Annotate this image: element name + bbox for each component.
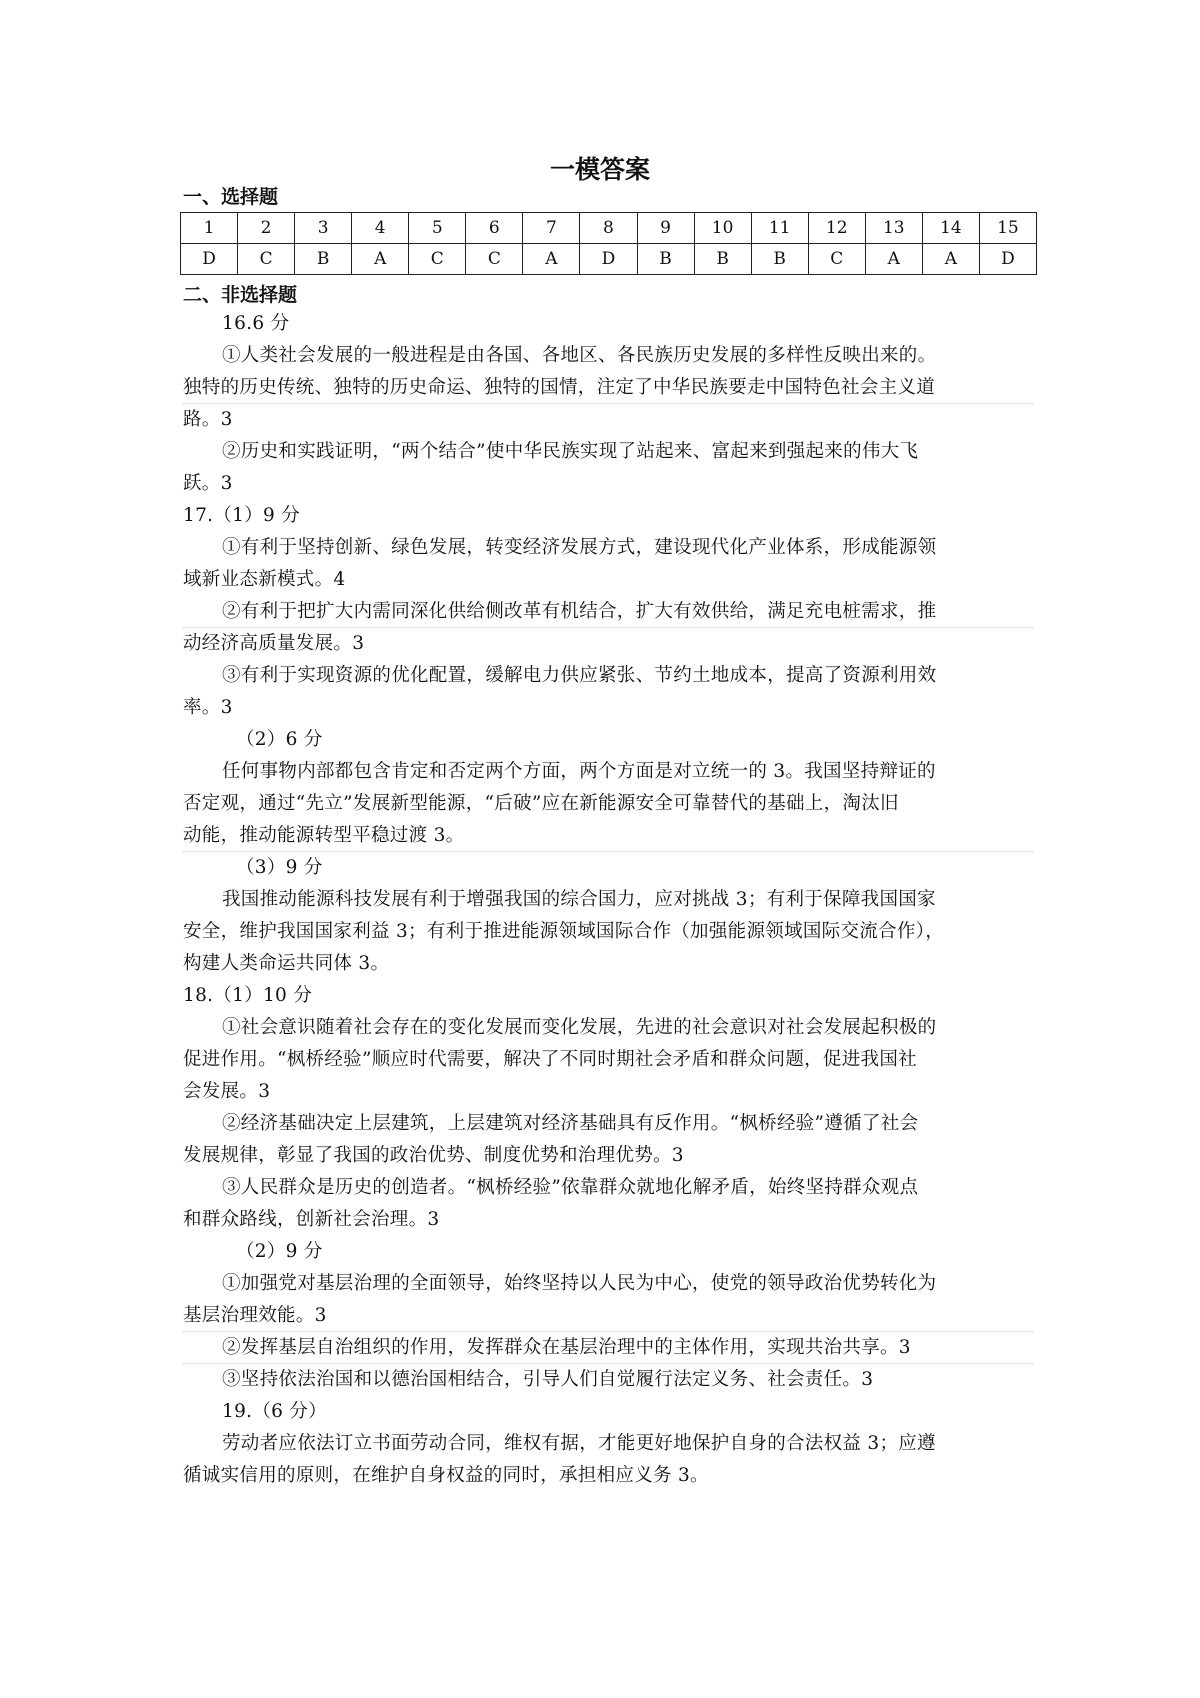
separator [183, 627, 1033, 628]
question-heading: 16.6 分 [222, 313, 290, 334]
separator [183, 403, 1033, 404]
table-row-answers [181, 244, 1037, 275]
answer-line: ①人类社会发展的一般进程是由各国、各地区、各民族历史发展的多样性反映出来的。 [222, 345, 937, 366]
table-cell: 3 [295, 213, 352, 244]
table-cell: D [181, 244, 238, 275]
table-cell: 12 [808, 213, 865, 244]
answer-line: ③人民群众是历史的创造者。“枫桥经验”依靠群众就地化解矛盾，始终坚持群众观点 [222, 1177, 919, 1198]
table-cell: 10 [694, 213, 751, 244]
table-cell: A [865, 244, 922, 275]
separator [183, 1331, 1033, 1332]
table-cell: 11 [751, 213, 808, 244]
table-cell: B [751, 244, 808, 275]
answer-line: 安全，维护我国国家利益 3；有利于推进能源领域国际合作（加强能源领域国际交流合作）， [183, 921, 945, 942]
answer-line: 域新业态新模式。4 [183, 569, 346, 590]
table-cell: D [580, 244, 637, 275]
separator [183, 851, 1033, 852]
answer-line: ①有利于坚持创新、绿色发展，转变经济发展方式，建设现代化产业体系，形成能源领 [222, 537, 937, 558]
table-row-numbers [181, 213, 1037, 244]
table-cell: 6 [466, 213, 523, 244]
question-heading: 18.（1）10 分 [183, 985, 313, 1006]
answer-line: ②经济基础决定上层建筑，上层建筑对经济基础具有反作用。“枫桥经验”遵循了社会 [222, 1113, 919, 1134]
answer-line: 路。3 [183, 409, 233, 430]
answer-line: ②历史和实践证明，“两个结合”使中华民族实现了站起来、富起来到强起来的伟大飞 [222, 441, 919, 462]
answer-line: 和群众路线，创新社会治理。3 [183, 1209, 440, 1230]
table-cell: D [979, 244, 1036, 275]
table-cell: A [523, 244, 580, 275]
answer-line: ①加强党对基层治理的全面领导，始终坚持以人民为中心，使党的领导政治优势转化为 [222, 1273, 937, 1294]
answer-line: 否定观，通过“先立”发展新型能源，“后破”应在新能源安全可靠替代的基础上，淘汰旧 [183, 793, 899, 814]
section-heading-nonchoice: 二、非选择题 [183, 284, 298, 306]
answer-line: 率。3 [183, 697, 233, 718]
answer-line: 独特的历史传统、独特的历史命运、独特的国情，注定了中华民族要走中国特色社会主义道 [183, 377, 936, 398]
table-cell: 7 [523, 213, 580, 244]
question-heading: （2）6 分 [236, 729, 323, 750]
table-cell: 15 [979, 213, 1036, 244]
table-cell: 8 [580, 213, 637, 244]
table-cell: 9 [637, 213, 694, 244]
table-cell: C [409, 244, 466, 275]
table-cell: A [922, 244, 979, 275]
answer-line: ③有利于实现资源的优化配置，缓解电力供应紧张、节约土地成本，提高了资源利用效 [222, 665, 937, 686]
table-cell: 2 [238, 213, 295, 244]
answer-line: ②有利于把扩大内需同深化供给侧改革有机结合，扩大有效供给，满足充电桩需求，推 [222, 601, 937, 622]
table-cell: 13 [865, 213, 922, 244]
question-heading: 17.（1）9 分 [183, 505, 301, 526]
separator [183, 1363, 1033, 1364]
answer-table [180, 212, 1037, 275]
answer-line: 循诚实信用的原则，在维护自身权益的同时，承担相应义务 3。 [183, 1465, 709, 1486]
answer-line: 动经济高质量发展。3 [183, 633, 365, 654]
table-cell: C [466, 244, 523, 275]
section-heading-choice: 一、选择题 [183, 186, 279, 208]
page-title: 一模答案 [549, 155, 650, 184]
table-cell: 5 [409, 213, 466, 244]
answer-line: ②发挥基层自治组织的作用，发挥群众在基层治理中的主体作用，实现共治共享。3 [222, 1337, 911, 1358]
answer-line: 我国推动能源科技发展有利于增强我国的综合国力，应对挑战 3；有利于保障我国国家 [222, 889, 936, 910]
answer-line: 基层治理效能。3 [183, 1305, 327, 1326]
question-heading: （2）9 分 [236, 1241, 323, 1262]
table-cell: 1 [181, 213, 238, 244]
table-cell: B [637, 244, 694, 275]
answer-line: ①社会意识随着社会存在的变化发展而变化发展，先进的社会意识对社会发展起积极的 [222, 1017, 937, 1038]
question-heading: （3）9 分 [236, 857, 323, 878]
table-cell: B [694, 244, 751, 275]
table-cell: C [238, 244, 295, 275]
table-cell: 14 [922, 213, 979, 244]
answer-line: 发展规律，彰显了我国的政治优势、制度优势和治理优势。3 [183, 1145, 684, 1166]
question-heading: 19.（6 分） [222, 1401, 327, 1422]
answer-line: 促进作用。“枫桥经验”顺应时代需要，解决了不同时期社会矛盾和群众问题，促进我国社 [183, 1049, 917, 1070]
answer-line: 构建人类命运共同体 3。 [183, 953, 390, 974]
table-cell: B [295, 244, 352, 275]
answer-line: 跃。3 [183, 473, 233, 494]
answer-line: ③坚持依法治国和以德治国相结合，引导人们自觉履行法定义务、社会责任。3 [222, 1369, 874, 1390]
answer-line: 动能，推动能源转型平稳过渡 3。 [183, 825, 465, 846]
answer-line: 劳动者应依法订立书面劳动合同，维权有据，才能更好地保护自身的合法权益 3；应遵 [222, 1433, 936, 1454]
table-cell: A [352, 244, 409, 275]
table-cell: 4 [352, 213, 409, 244]
table-cell: C [808, 244, 865, 275]
answer-line: 会发展。3 [183, 1081, 271, 1102]
answer-line: 任何事物内部都包含肯定和否定两个方面，两个方面是对立统一的 3。我国坚持辩证的 [222, 761, 936, 782]
